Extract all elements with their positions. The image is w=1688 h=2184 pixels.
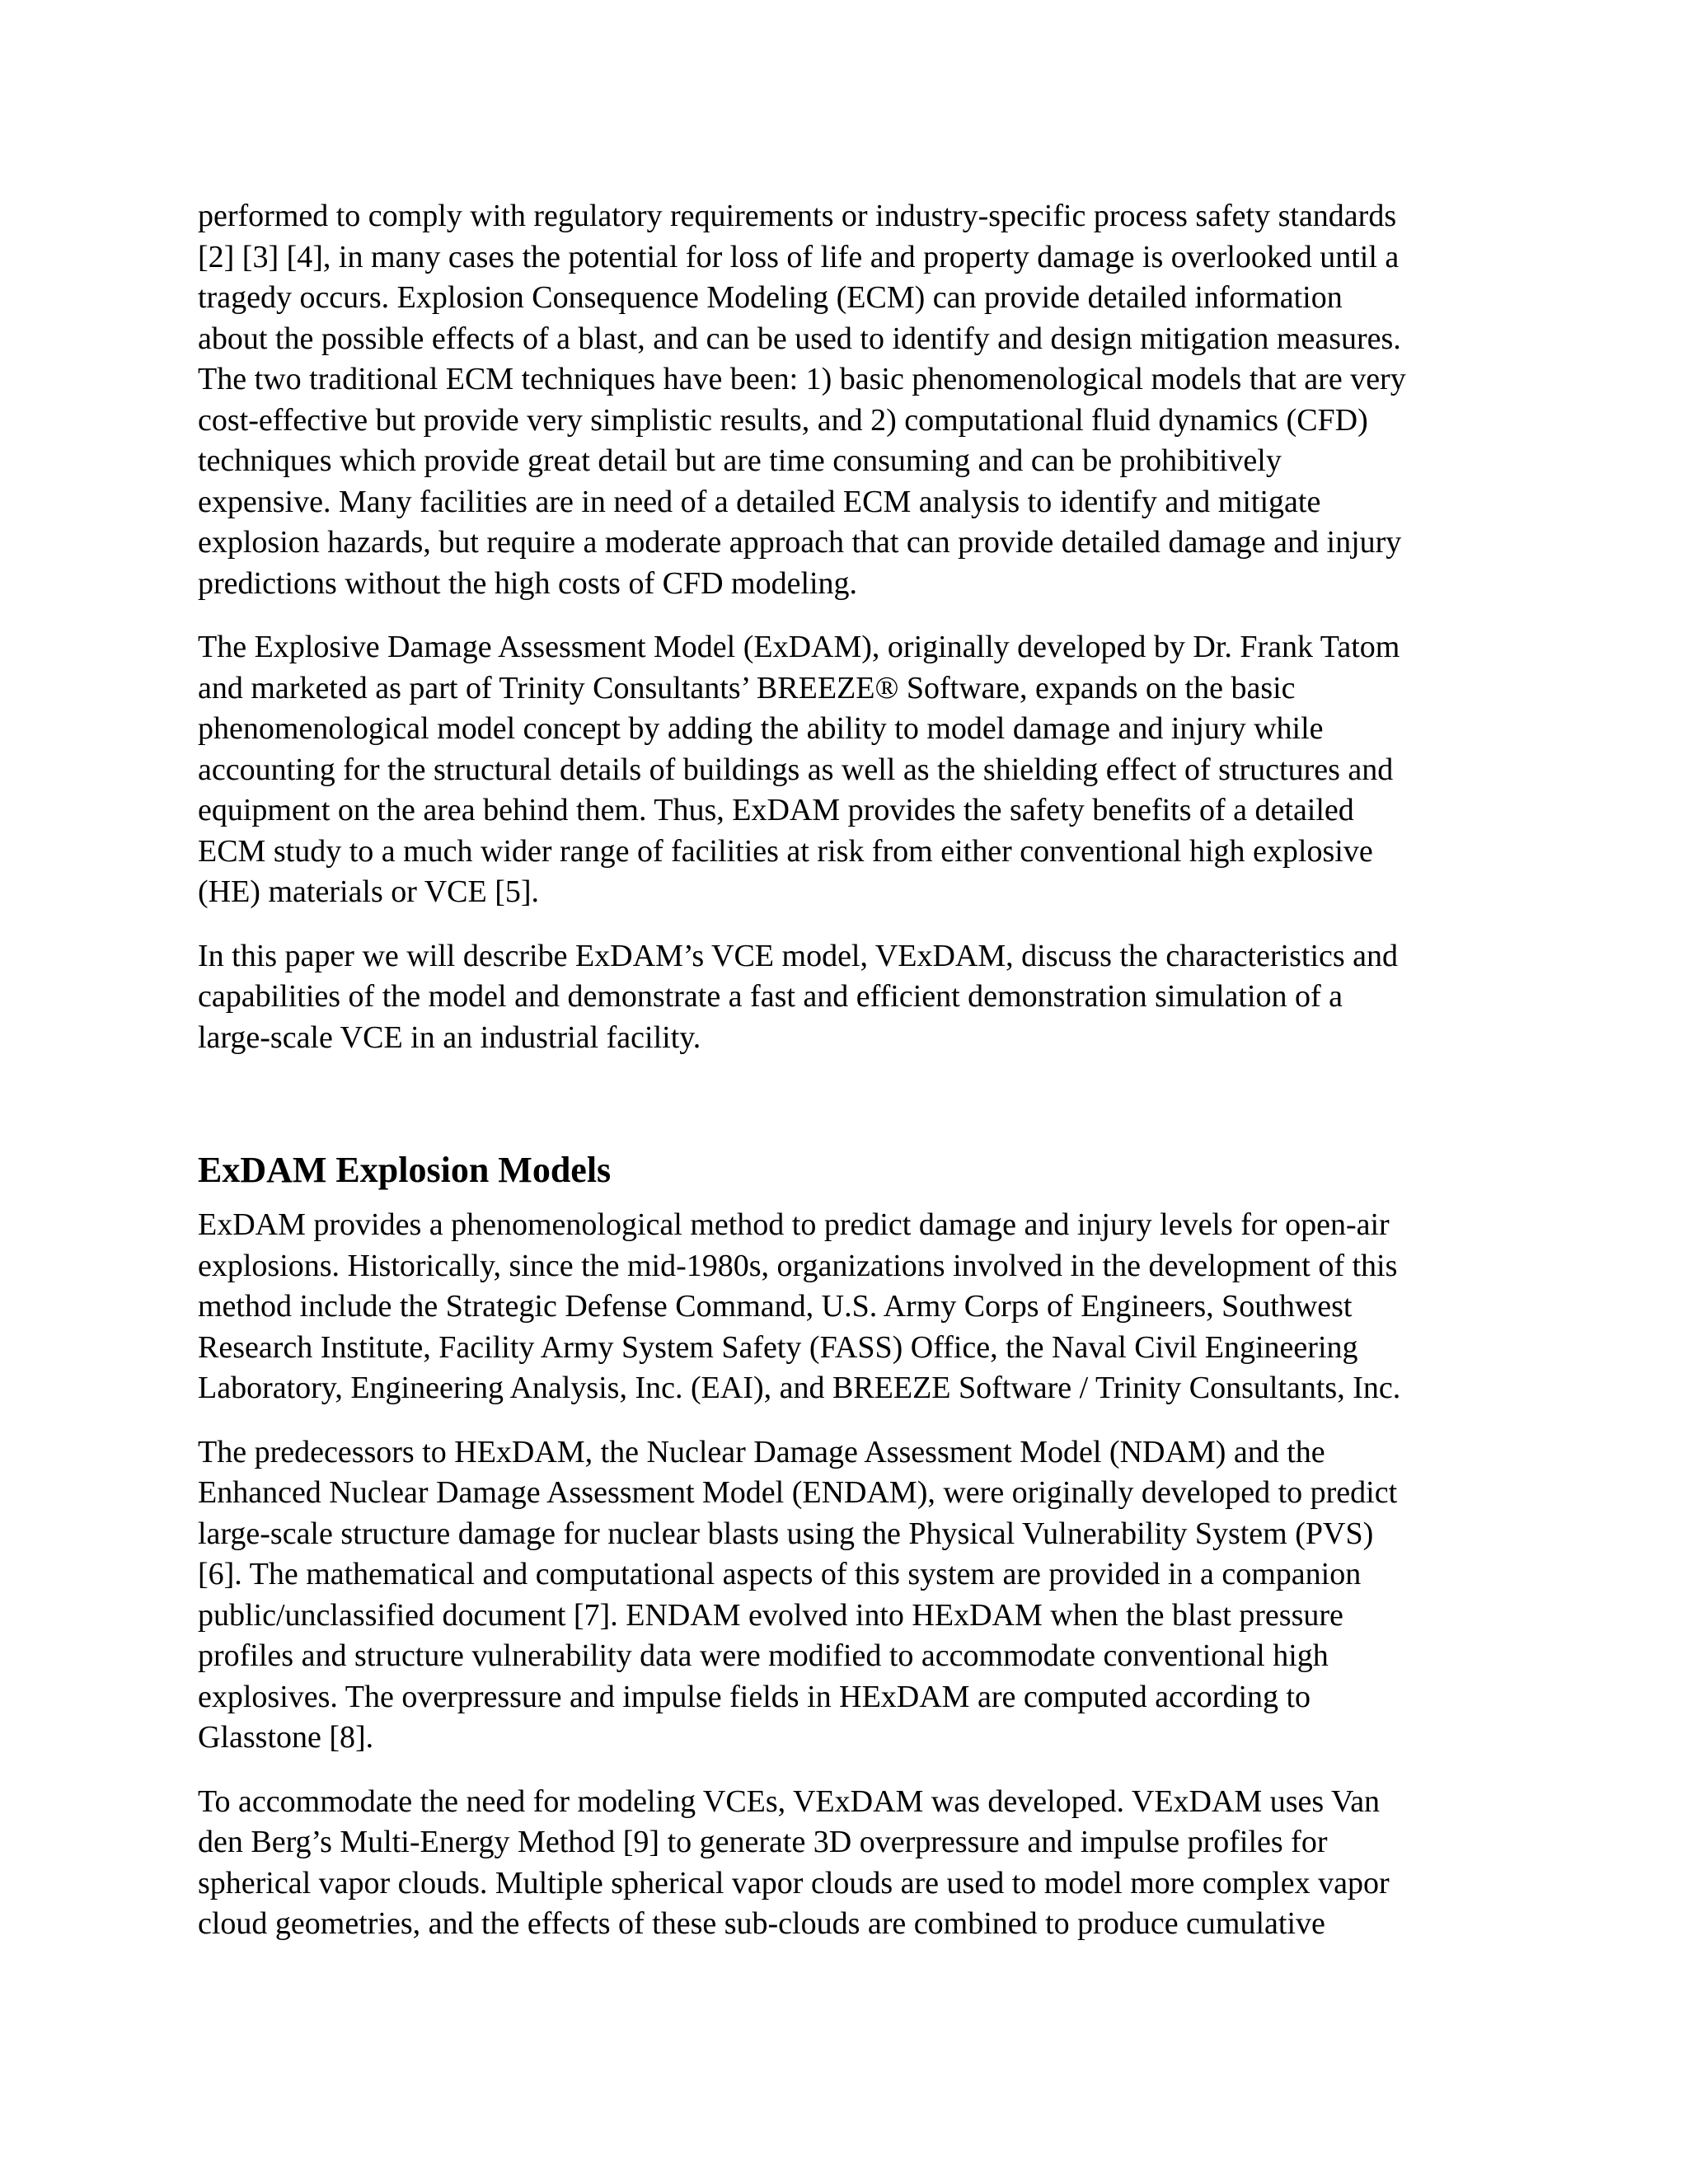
text-line: public/unclassified document [7]. ENDAM evolved into HExDAM when the blast pressure <box>198 1597 1343 1633</box>
text-line: ExDAM provides a phenomenological method to predict damage and injury levels for open-air <box>198 1207 1390 1242</box>
text-line: cost-effective but provide very simplistic results, and 2) computational fluid dynamics (CFD) <box>198 402 1368 438</box>
text-line: expensive. Many facilities are in need of a detailed ECM analysis to identify and mitigate <box>198 484 1321 519</box>
text-line: Glasstone [8]. <box>198 1720 374 1755</box>
paragraph <box>198 1782 1492 1945</box>
text-line: Research Institute, Facility Army System Safety (FASS) Office, the Naval Civil Engineering <box>198 1329 1358 1365</box>
paragraph <box>198 627 1492 913</box>
text-line: and marketed as part of Trinity Consultants’ BREEZE® Software, expands on the basic <box>198 670 1296 705</box>
section-heading: ExDAM Explosion Models <box>198 1150 612 1190</box>
exdam-section-body <box>198 1205 1492 1945</box>
text-line: To accommodate the need for modeling VCEs, VExDAM was developed. VExDAM uses Van <box>198 1783 1381 1819</box>
text-line: Enhanced Nuclear Damage Assessment Model (ENDAM), were originally developed to predict <box>198 1475 1398 1510</box>
text-line: large-scale VCE in an industrial facility. <box>198 1019 701 1055</box>
text-line: phenomenological model concept by adding the ability to model damage and injury while <box>198 711 1324 746</box>
text-line: about the possible effects of a blast, and can be used to identify and design mitigation measures. <box>198 321 1401 356</box>
text-line: tragedy occurs. Explosion Consequence Modeling (ECM) can provide detailed information <box>198 280 1343 315</box>
text-line: explosion hazards, but require a moderate approach that can provide detailed damage and injury <box>198 525 1402 560</box>
text-line: Laboratory, Engineering Analysis, Inc. (EAI), and BREEZE Software / Trinity Consultants, Inc. <box>198 1371 1401 1405</box>
text-line: cloud geometries, and the effects of these sub-clouds are combined to produce cumulative <box>198 1906 1325 1941</box>
text-line: (HE) materials or VCE [5]. <box>198 874 540 909</box>
text-line: techniques which provide great detail but are time consuming and can be prohibitively <box>198 443 1282 478</box>
paragraph <box>198 1205 1492 1409</box>
text-line: In this paper we will describe ExDAM’s VCE model, VExDAM, discuss the characteristics and <box>198 938 1399 973</box>
text-line: The two traditional ECM techniques have been: 1) basic phenomenological models that are very <box>198 362 1406 396</box>
text-line: explosives. The overpressure and impulse fields in HExDAM are computed according to <box>198 1679 1311 1714</box>
document-page <box>198 196 1492 1968</box>
paragraph <box>198 936 1492 1059</box>
text-line: profiles and structure vulnerability data were modified to accommodate conventional high <box>198 1638 1329 1673</box>
text-line: capabilities of the model and demonstrate a fast and efficient demonstration simulation of a <box>198 979 1343 1014</box>
paragraph <box>198 1432 1492 1759</box>
text-line: The Explosive Damage Assessment Model (ExDAM), originally developed by Dr. Frank Tatom <box>198 630 1400 664</box>
text-line: The predecessors to HExDAM, the Nuclear Damage Assessment Model (NDAM) and the <box>198 1434 1325 1469</box>
paragraph <box>198 196 1492 604</box>
text-line: explosions. Historically, since the mid-1980s, organizations involved in the development of this <box>198 1248 1398 1283</box>
text-line: equipment on the area behind them. Thus, ExDAM provides the safety benefits of a detailed <box>198 793 1354 827</box>
section-spacer <box>198 1081 1492 1147</box>
text-line: [2] [3] [4], in many cases the potential for loss of life and property damage is overlooked until a <box>198 239 1400 274</box>
text-line: ECM study to a much wider range of facilities at risk from either conventional high explosive <box>198 833 1373 869</box>
text-line: method include the Strategic Defense Command, U.S. Army Corps of Engineers, Southwest <box>198 1289 1353 1324</box>
text-line: accounting for the structural details of buildings as well as the shielding effect of structures and <box>198 752 1394 787</box>
text-line: performed to comply with regulatory requirements or industry-specific process safety standards <box>198 199 1397 233</box>
text-line: large-scale structure damage for nuclear blasts using the Physical Vulnerability System (PVS) <box>198 1516 1374 1551</box>
text-line: [6]. The mathematical and computational aspects of this system are provided in a companion <box>198 1557 1362 1591</box>
text-line: predictions without the high costs of CFD modeling. <box>198 565 858 601</box>
intro-section <box>198 196 1492 1058</box>
text-line: den Berg’s Multi-Energy Method [9] to generate 3D overpressure and impulse profiles for <box>198 1825 1328 1859</box>
text-line: spherical vapor clouds. Multiple spherical vapor clouds are used to model more complex vapor <box>198 1865 1390 1900</box>
